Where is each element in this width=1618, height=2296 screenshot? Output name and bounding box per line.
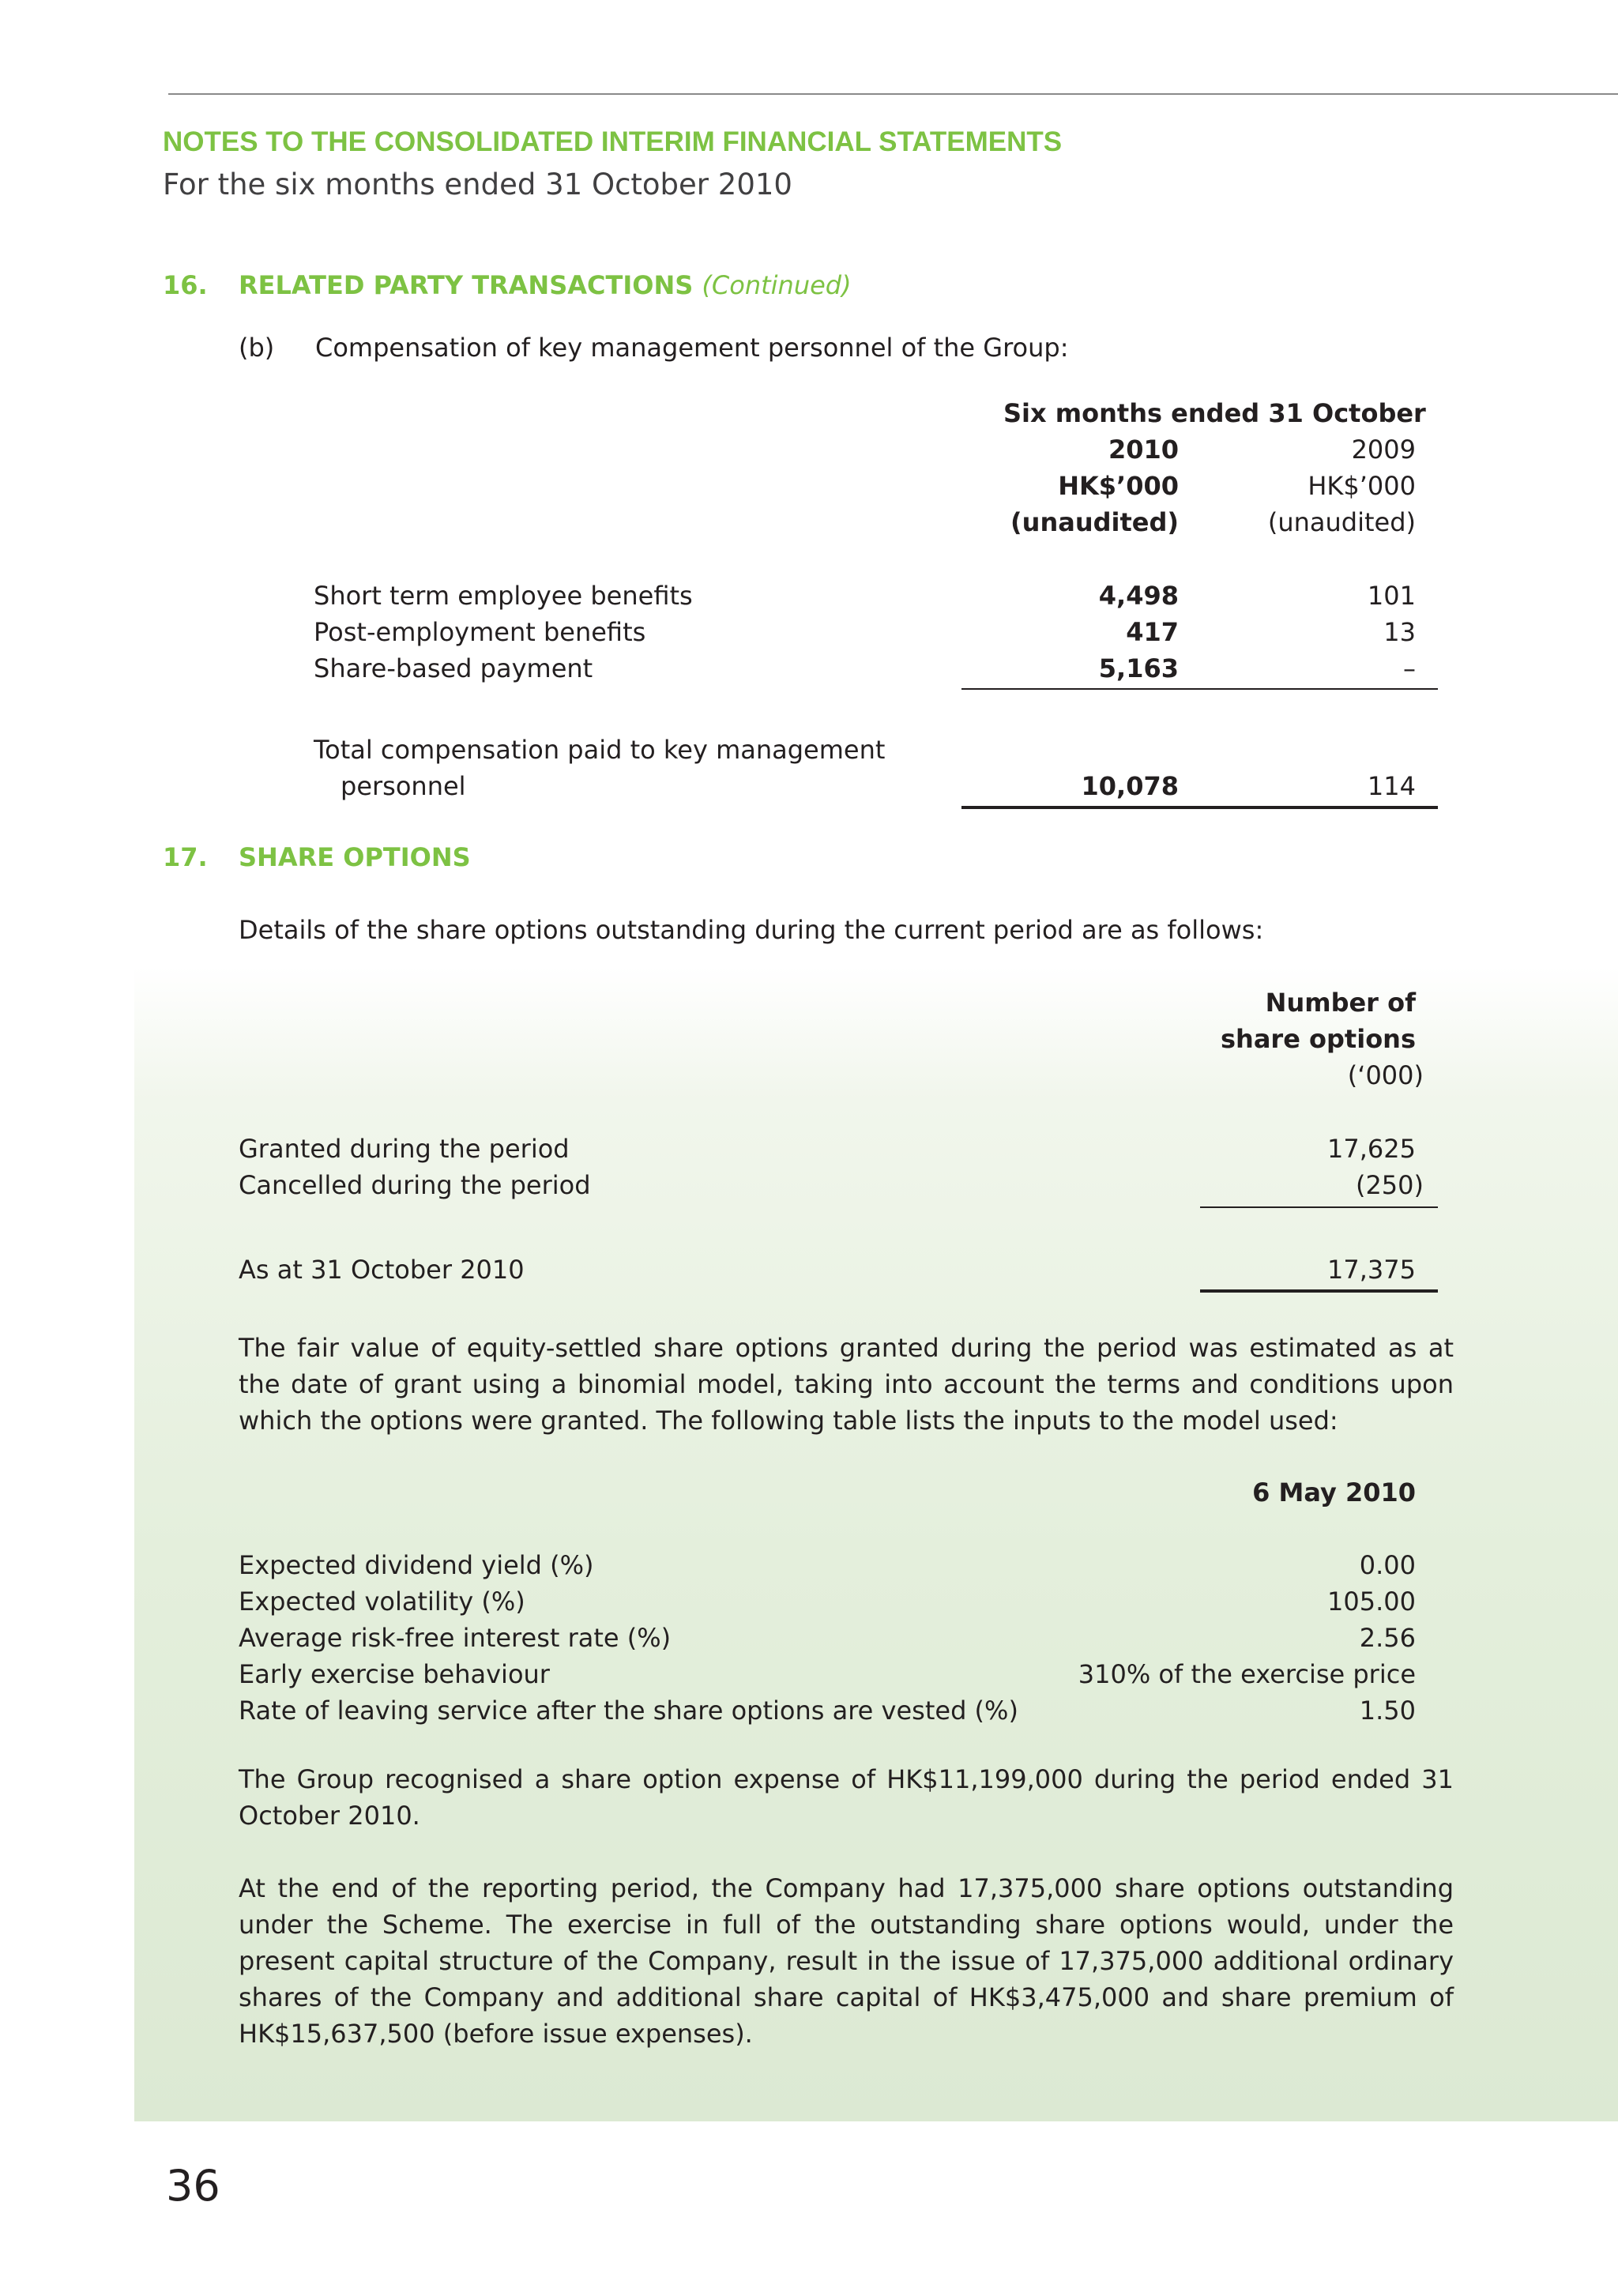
input-label: Early exercise behaviour (239, 1659, 550, 1689)
options-col-unit: (‘000) (1347, 1060, 1424, 1090)
col-2009-year: 2009 (1351, 435, 1416, 465)
row-value-2010: 417 (1126, 617, 1179, 647)
input-value: 1.50 (1359, 1696, 1416, 1726)
input-value: 310% of the exercise price (1078, 1659, 1416, 1689)
row-value-2009: 101 (1367, 581, 1416, 611)
expense-paragraph: The Group recognised a share option expense of HK$11,199,000 during the period ended 31 October 2010. (239, 1764, 1454, 1831)
note-16-number: 16. (163, 270, 208, 300)
input-value: 105.00 (1327, 1586, 1416, 1617)
total-label-line2: personnel (341, 771, 466, 801)
outstanding-paragraph: At the end of the reporting period, the Company had 17,375,000 share options outstanding under the Scheme. The exercise in full of the outstanding share options would, under the present capital structure of the Company, result in the issue of 17,375,000 additional ordinary shares of the Company and additional share capital of HK$3,475,000 and share premium of HK$15,637,500 (before issue expenses). (239, 1873, 1454, 2049)
col-2009-unit: HK$’000 (1308, 471, 1416, 501)
note-16-title: RELATED PARTY TRANSACTIONS (239, 270, 694, 300)
row-value-2010: 5,163 (1098, 653, 1179, 683)
note-17-title: SHARE OPTIONS (239, 842, 471, 872)
input-label: Expected volatility (%) (239, 1586, 525, 1617)
col-2010-status: (unaudited) (1010, 507, 1179, 537)
row-value-2009: – (1403, 653, 1416, 683)
options-total-value: 17,375 (1327, 1255, 1416, 1285)
row-value-2009: 13 (1383, 617, 1416, 647)
input-label: Rate of leaving service after the share options are vested (%) (239, 1696, 1018, 1726)
input-value: 2.56 (1359, 1623, 1416, 1653)
options-total-label: As at 31 October 2010 (239, 1255, 525, 1285)
page-subtitle: For the six months ended 31 October 2010 (163, 167, 792, 201)
fair-value-paragraph: The fair value of equity-settled share options granted during the period was estimated as at the date of grant using a binomial model, taking into account the terms and conditions upon which the options were granted. The following table lists the inputs to the model used: (239, 1333, 1454, 1436)
header-rule (168, 93, 1618, 95)
subtotal-rule (961, 688, 1438, 690)
total-value-2010: 10,078 (1081, 771, 1179, 801)
page-number: 36 (166, 2161, 220, 2211)
note-16-sub-label: (b) (239, 333, 275, 363)
note-16-heading (239, 267, 852, 303)
options-col-line1: Number of (1265, 988, 1416, 1018)
note-16-continued: (Continued) (702, 270, 852, 300)
col-2009-status: (unaudited) (1267, 507, 1416, 537)
col-group-header: Six months ended 31 October (1003, 398, 1426, 428)
row-label: Share-based payment (314, 653, 593, 683)
total-value-2009: 114 (1367, 771, 1416, 801)
col-2010-unit: HK$’000 (1058, 471, 1179, 501)
note-17-number: 17. (163, 842, 208, 872)
options-row-label: Cancelled during the period (239, 1170, 591, 1200)
col-2010-year: 2010 (1108, 435, 1179, 465)
options-subtotal-rule (1200, 1206, 1438, 1208)
input-label: Average risk-free interest rate (%) (239, 1623, 672, 1653)
options-row-value: 17,625 (1327, 1134, 1416, 1164)
note-17-intro: Details of the share options outstanding during the current period are as follows: (239, 915, 1264, 945)
input-value: 0.00 (1359, 1550, 1416, 1580)
total-label-line1: Total compensation paid to key management (314, 735, 886, 765)
row-value-2010: 4,498 (1098, 581, 1179, 611)
note-16-sub-title: Compensation of key management personnel of the Group: (315, 333, 1069, 363)
row-label: Short term employee benefits (314, 581, 693, 611)
input-label: Expected dividend yield (%) (239, 1550, 594, 1580)
row-label: Post-employment benefits (314, 617, 646, 647)
options-total-rule (1200, 1289, 1438, 1293)
page-title: NOTES TO THE CONSOLIDATED INTERIM FINANCIAL STATEMENTS (163, 126, 1063, 157)
inputs-col-header: 6 May 2010 (1252, 1477, 1416, 1507)
options-row-value: (250) (1355, 1170, 1424, 1200)
total-rule (961, 806, 1438, 809)
options-col-line2: share options (1220, 1024, 1416, 1054)
options-row-label: Granted during the period (239, 1134, 570, 1164)
